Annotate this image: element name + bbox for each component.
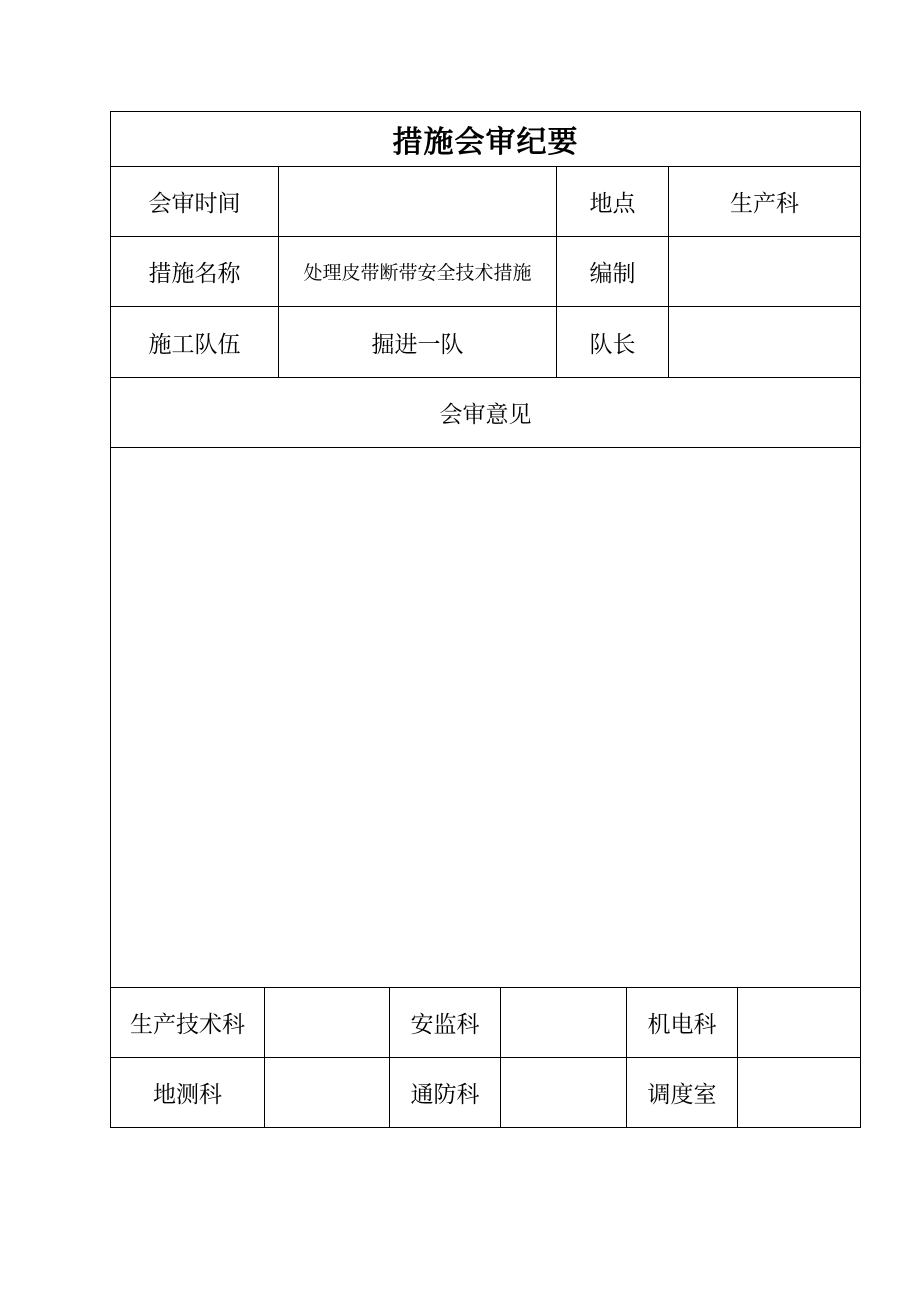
review-opinion-field[interactable] — [111, 448, 860, 987]
construction-team-field[interactable]: 掘进一队 — [371, 331, 464, 358]
location-label: 地点 — [589, 191, 636, 217]
location-field[interactable]: 生产科 — [730, 191, 799, 217]
dept-dispatch-sign-field[interactable] — [738, 1058, 860, 1127]
dept-survey-sign-field[interactable] — [265, 1058, 389, 1127]
dept-dispatch-label: 调度室 — [647, 1082, 717, 1108]
dept-safety-supervision-label: 安监科 — [410, 1012, 480, 1038]
measure-name-field[interactable]: 处理皮带断带安全技术措施 — [303, 262, 532, 284]
review-minutes-form — [110, 111, 861, 1128]
dept-safety-supervision-sign-field[interactable] — [501, 988, 626, 1057]
dept-production-tech-sign-field[interactable] — [265, 988, 389, 1057]
compiler-label: 编制 — [589, 261, 636, 287]
dept-ventilation-sign-field[interactable] — [501, 1058, 626, 1127]
dept-survey-label: 地测科 — [153, 1082, 222, 1108]
review-time-field[interactable] — [279, 167, 556, 236]
measure-name-label: 措施名称 — [148, 261, 241, 287]
form-title: 措施会审纪要 — [392, 125, 579, 160]
review-opinion-header: 会审意见 — [439, 402, 532, 428]
dept-production-tech-label: 生产技术科 — [130, 1012, 245, 1038]
team-leader-field[interactable] — [669, 307, 860, 377]
compiler-field[interactable] — [669, 237, 860, 306]
dept-ventilation-label: 通防科 — [410, 1082, 480, 1108]
dept-electromechanical-sign-field[interactable] — [738, 988, 860, 1057]
construction-team-label: 施工队伍 — [148, 331, 241, 358]
team-leader-label: 队长 — [589, 331, 636, 358]
review-time-label: 会审时间 — [148, 191, 241, 217]
dept-electromechanical-label: 机电科 — [647, 1012, 717, 1038]
